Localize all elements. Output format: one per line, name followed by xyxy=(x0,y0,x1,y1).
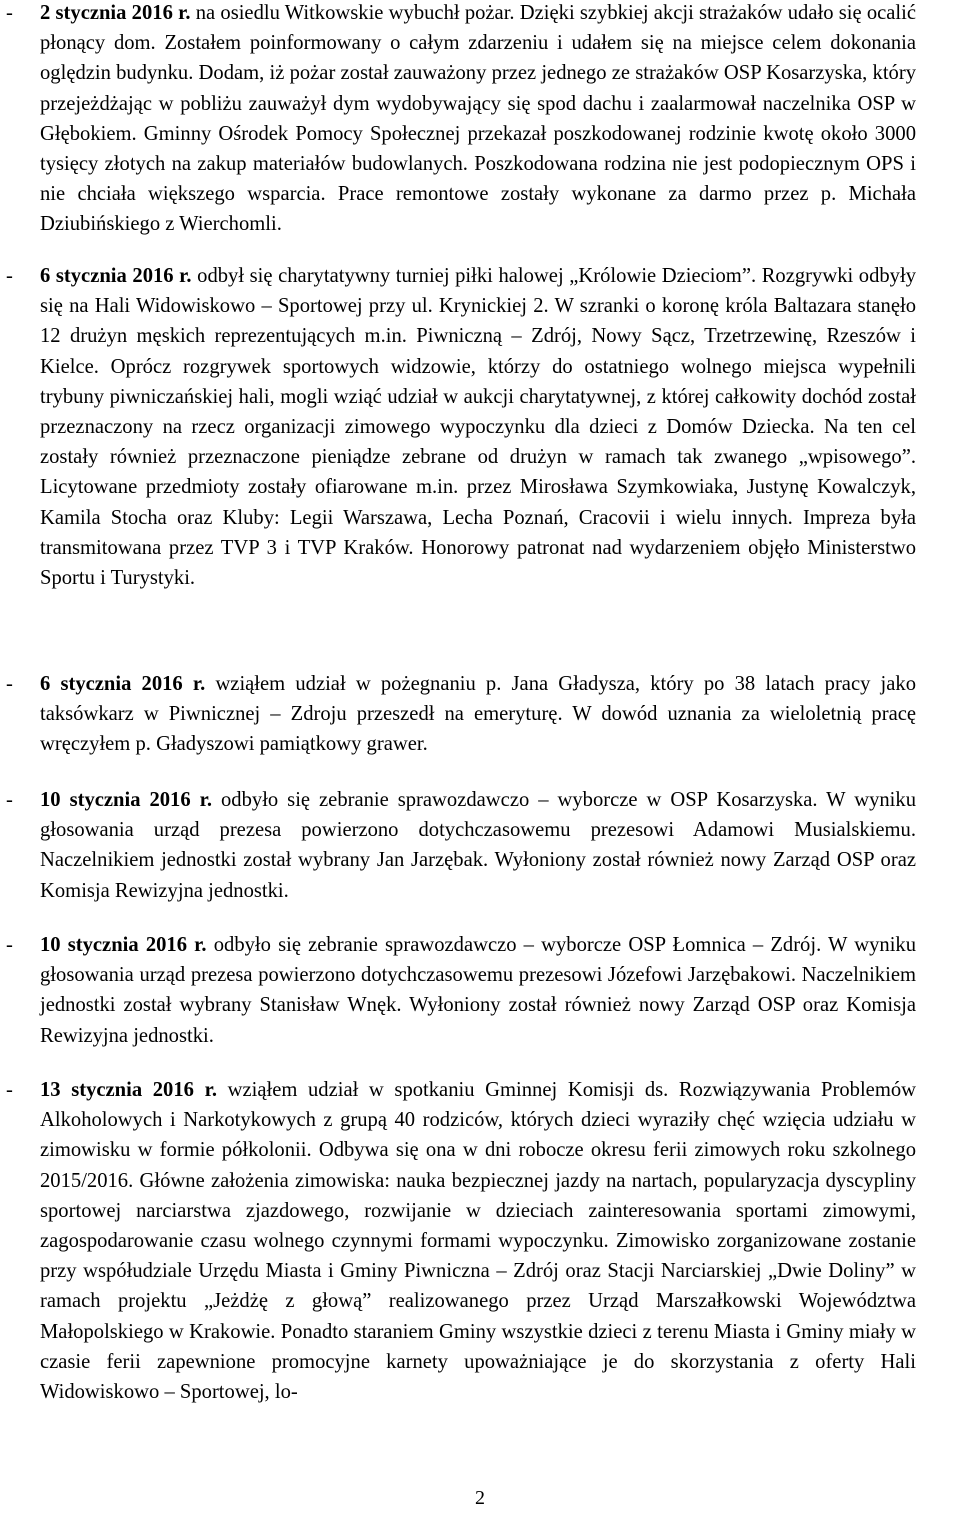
page-number: 2 xyxy=(475,1487,485,1509)
list-dash: - xyxy=(6,673,13,695)
report-entry xyxy=(0,930,916,1051)
report-entry xyxy=(0,785,916,906)
entry-date: 10 stycznia 2016 r. xyxy=(40,789,213,811)
report-entry xyxy=(0,1075,916,1407)
report-entry xyxy=(0,0,916,240)
entry-date: 10 stycznia 2016 r. xyxy=(40,934,207,956)
list-dash: - xyxy=(6,789,13,811)
list-dash: - xyxy=(6,1079,13,1101)
entry-text: wziąłem udział w pożegnaniu p. Jana Gładysza, który po 38 latach pracy jako taksówkarz w Piwnicznej – Zdroju przeszedł na emeryturę. W dowód uznania za wieloletnią pracę wręczyłem p. Gładyszowi pamiątkowy grawer. xyxy=(40,673,916,756)
list-dash: - xyxy=(6,265,13,287)
list-dash: - xyxy=(6,2,13,24)
entry-date: 6 stycznia 2016 r. xyxy=(40,673,206,695)
entry-text: na osiedlu Witkowskie wybuchł pożar. Dzięki szybkiej akcji strażaków udało się ocalić płonący dom. Zostałem poinformowany o całym zdarzeniu i udałem się na miejsce celem dokonania oględzin budynku. Dodam, iż pożar został zauważony przez jednego ze strażaków OSP Kosarzyska, który przejeżdżając w pobliżu zauważył dym wydobywający się spod dachu i zaalarmował naczelnika OSP w Głębokiem. Gminny Ośrodek Pomocy Społecznej przekazał poszkodowanej rodzinie kwotę około 3000 tysięcy złotych na zakup materiałów budowlanych. Poszkodowana rodzina nie jest podopiecznym OPS i nie chciała większego wsparcia. Prace remontowe zostały wykonane za darmo przez p. Michała Dziubińskiego z Wierchomli. xyxy=(40,2,916,236)
entry-text: odbyło się zebranie sprawozdawczo – wyborcze OSP Łomnica – Zdrój. W wyniku głosowania urząd prezesa powierzono dotychczasowemu prezesowi Józefowi Jarzębakowi. Naczelnikiem jednostki został wybrany Stanisław Wnęk. Wyłoniony został również nowy Zarząd OSP oraz Komisja Rewizyjna jednostki. xyxy=(40,934,917,1047)
entry-date: 2 stycznia 2016 r. xyxy=(40,2,191,24)
entry-text: odbył się charytatywny turniej piłki halowej „Królowie Dzieciom”. Rozgrywki odbyły się na Hali Widowiskowo – Sportowej przy ul. Krynickiej 2. W szranki o koronę króla Baltazara stanęło 12 drużyn męskich reprezentujących m.in. Piwniczną – Zdrój, Nowy Sącz, Trzetrzewinę, Rzeszów i Kielce. Oprócz rozgrywek sportowych widzowie, którzy do ostatniego wolnego miejsca wypełnili trybuny piwniczańskiej hali, mogli wziąć udział w aukcji charytatywnej, z której całkowity dochód został przeznaczony na rzecz organizacji zimowego wypoczynku dla dzieci z Domów Dziecka. Na ten cel zostały również przeznaczone pieniądze zebrane od drużyn w ramach tak zwanego „wpisowego”. Licytowane przedmioty zostały ofiarowane m.in. przez Mirosława Szymkowiaka, Justynę Kowalczyk, Kamila Stocha oraz Kluby: Legii Warszawa, Lecha Poznań, Cracovii i wielu innych. Impreza była transmitowana przez TVP 3 i TVP Kraków. Honorowy patronat nad wydarzeniem objęło Ministerstwo Sportu i Turystyki. xyxy=(40,265,917,590)
entry-date: 13 stycznia 2016 r. xyxy=(40,1079,217,1101)
entry-date: 6 stycznia 2016 r. xyxy=(40,265,192,287)
list-dash: - xyxy=(6,934,13,956)
report-entry xyxy=(0,261,916,593)
entry-text: odbyło się zebranie sprawozdawczo – wyborcze w OSP Kosarzyska. W wyniku głosowania urząd prezesa powierzono dotychczasowemu prezesowi Adamowi Musialskiemu. Naczelnikiem jednostki został wybrany Jan Jarzębak. Wyłoniony został również nowy Zarząd OSP oraz Komisja Rewizyjna jednostki. xyxy=(40,789,916,902)
entry-text: wziąłem udział w spotkaniu Gminnej Komisji ds. Rozwiązywania Problemów Alkoholowych i Narkotykowych z grupą 40 rodziców, których dzieci wyraziły chęć wzięcia udziału w zimowisku w formie półkolonii. Odbywa się ona w dni robocze okresu ferii zimowych roku szkolnego 2015/2016. Główne założenia zimowiska: nauka bezpiecznej jazdy na nartach, popularyzacja dyscypliny sportowej narciarstwa zjazdowego, rozwijanie w dzieciach zainteresowania sportami zimowymi, zagospodarowanie czasu wolnego czynnymi formami wypoczynku. Zimowisko zorganizowane zostanie przy współudziale Urzędu Miasta i Gminy Piwniczna – Zdrój oraz Stacji Narciarskiej „Dwie Doliny” w ramach projektu „Jeżdżę z głową” realizowanego przez Urząd Marszałkowski Województwa Małopolskiego w Krakowie. Ponadto staraniem Gminy wszystkie dzieci z terenu Miasta i Gminy miały w czasie ferii zapewnione promocyjne karnety upoważniające je do skorzystania z oferty Hali Widowiskowo – Sportowej, lo- xyxy=(40,1079,917,1404)
report-entry xyxy=(0,669,916,760)
